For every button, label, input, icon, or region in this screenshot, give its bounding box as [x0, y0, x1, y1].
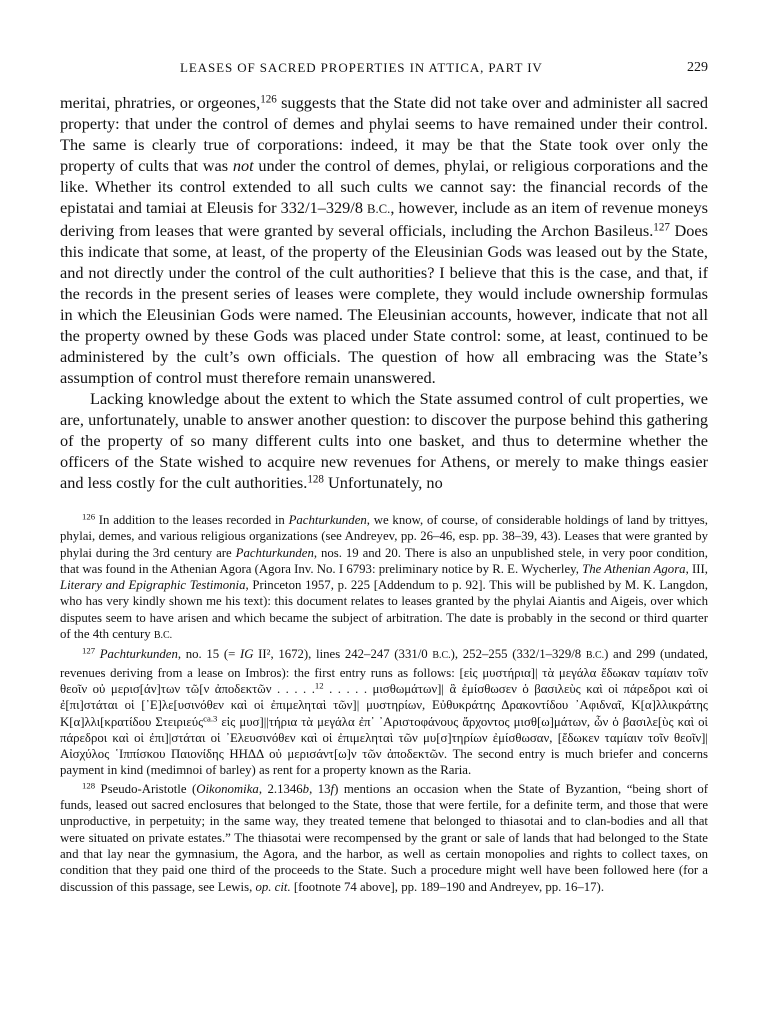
- text-span: , nos. 19 and 20. There is also an unpublished stele, in very poor condition, that was found in the Athenian Agora (Agora Inv. No. I 6793: preliminary notice by R. E. Wycherley,: [60, 545, 709, 576]
- footnote-number: 127: [82, 646, 96, 657]
- footnote-ref-127[interactable]: 127: [653, 221, 670, 234]
- text-span: , III,: [685, 561, 708, 576]
- text-span: , Princeton 1957, p. 225 [Addendum to p. 92]. This will be published by M. K. Langdon, who has very kindly shown me his text): this document relates to leases granted by the phylai Aiantis and Aigeis, over which disputes seem to have arisen and which became the subject of arbitration. The date is probably in the second or third quarter of the 4th century: [60, 578, 708, 642]
- italic-text: op. cit.: [255, 879, 291, 894]
- paragraph-1: [60, 92, 708, 388]
- text-span: , we know, of course, of considerable holdings of land by trittyes, phylai, demes, and various religious organizations (see Andreyev, pp. 26–46, esp. pp. 38–39, 43). Leases that were granted by phylai during the 3rd century are: [60, 513, 708, 560]
- text-span: meritai, phratries, or orgeones,: [60, 93, 261, 112]
- footnote-ref-128[interactable]: 128: [307, 473, 324, 486]
- era-abbrev: B.C.: [367, 202, 391, 216]
- paragraph-2: [60, 388, 708, 493]
- lacuna-count: 12: [314, 680, 324, 691]
- italic-text: b: [302, 781, 310, 796]
- greek-quotation: εἰς μυσ]||τήρια τὰ μεγάλα ἐπ᾿ ᾿Αριστοφάνους ἄρχοντος μισθ[ω]μάτων, ὧν ὁ βασιλε[ὺς καὶ οἱ πάρεδροι καὶ οἱ ἐπι]|στάται οἱ ᾿Ελευσινόθεν καὶ οἱ ἐπιμεληταὶ τῶν μυ[σ]τηρίων ἐμίσθωσαν, [ἔδωκεν ταμίαιν τοῖν θεοῖν]| Αἰσχύλος ῾Ιππίσκου Παιονίδης ΗΗΔΔ οὐ μερισάντ[ω]ν τῶν ἀποδεκτῶν. The second entry is much briefer and concerns payment in kind (medimnoi of barley) as rent for a property known as the Raria.: [60, 714, 709, 778]
- italic-text: f: [330, 781, 335, 796]
- era-abbrev: B.C.: [585, 650, 605, 662]
- era-abbrev: B.C.: [432, 650, 451, 662]
- emphasis: not: [232, 156, 254, 175]
- text-span: II², 1672), lines 242–247 (331/0: [253, 647, 433, 662]
- text-span: suggests that the State did not take over and administer all sacred property: that under the control of demes and phylai seems to have remained under their control. The same is clearly true of corporations: indeed, it may be that the State took over only the property of cults that was: [60, 93, 708, 175]
- footnote-127: [60, 646, 708, 778]
- text-span: , no. 15 (=: [177, 647, 240, 662]
- text-span: Lacking knowledge about the extent to which the State assumed control of cult properties, we are, unfortunately, unable to answer another question: to discover the purpose behind this gathering of the property of so many different cults into one basket, and thus to determine whether the officers of the State wished to acquire new revenues for Athens, or merely to make things easier and less costly for the cult authorities.: [60, 389, 708, 492]
- footnote-126: [60, 512, 708, 644]
- text-span: , however, include as an item of revenue moneys deriving from leases that were granted by several officials, including the Archon Basileus.: [60, 198, 708, 240]
- italic-title: Pachturkunden: [235, 545, 314, 560]
- lacuna-count: ca.3: [203, 713, 218, 724]
- running-title: LEASES OF SACRED PROPERTIES IN ATTICA, PART IV: [180, 60, 543, 75]
- text-span: ) mentions an occasion when the State of Byzantion, “being short of funds, leased out sacred enclosures that belonged to the State, those that were fertile, for a definite term, and those that were unproductive, in perpetuity; in the same way, they treated temene that belonged to thiasotai and to clan-bodies and all that were situated on private estates.” The thiasotai were recompensed by the grant or sale of lands that had belonged to the State and that lay near the gymnasium, the Agora, and the harbor, as well as certain monopolies and rights to collect taxes, on condition that they paid one third of the proceeds to the State. Such a procedure might well have been followed here (for a discussion of this passage, see Lewis,: [60, 781, 709, 894]
- footnote-128: [60, 781, 708, 895]
- italic-title: Pachturkunden: [288, 513, 367, 527]
- text-span: Pseudo-Aristotle (: [95, 781, 197, 796]
- text-span: under the control of demes, phylai, or religious corporations and the like. Whether its control extended to all such cults we cannot say: the financial records of the epistatai and tamiai at Eleusis for 332/1–329/8: [60, 156, 708, 217]
- greek-quotation: ) and 299 (undated, revenues deriving from a lease on Imbros): the first entry runs as follows: [εἰς μυστήρια]| τὰ μεγάλα ἔδωκαν ταμίαιν τοῖν θεοῖν οὐ μερισ[άν]των τῶ[ν ἀποδεκτῶν . . . . .: [60, 647, 708, 696]
- page-number: 229: [687, 60, 708, 75]
- footnote-ref-126[interactable]: 126: [260, 93, 277, 106]
- era-abbrev: B.C.: [153, 630, 173, 642]
- body-text: [60, 92, 708, 493]
- text-span: ), 252–255 (332/1–329/8: [450, 647, 586, 662]
- italic-title: Literary and Epigraphic Testimonia: [60, 578, 246, 593]
- text-span: Does this indicate that some, at least, of the property of the Eleusinian Gods was leased out by the State, and not directly under the control of the cult authorities? I believe that this is the case, and that, if the records in the present series of leases were complete, they would include ownership formulas in which the Eleusinian Gods were named. The Eleusinian accounts, however, indicate that not all the property owned by these Gods was placed under State control: some, at least, continued to be administered by the cult’s own officials. The question of how all embracing was the State’s assumption of control must therefore remain unanswered.: [60, 221, 708, 387]
- footnote-number: 128: [82, 780, 96, 791]
- italic-title: Pachturkunden: [99, 647, 178, 662]
- footnotes: [60, 512, 708, 897]
- italic-title: Oikonomika: [196, 781, 259, 796]
- italic-title: The Athenian Agora: [582, 561, 686, 576]
- footnote-number: 126: [82, 511, 96, 522]
- text-span: , 13: [309, 781, 331, 796]
- text-span: Unfortunately, no: [323, 473, 443, 492]
- greek-quotation: . . . . . μισθωμάτων]| ἃ ἐμίσθωσεν ὁ βασιλεὺς καὶ οἱ πάρεδροι καὶ οἱ ἐ[πι]στάται οἱ [᾿Ε]λε[υσινόθεν καὶ οἱ ἐπιμεληταὶ τῶν]| μυστηρίων, Εὐθυκράτης Δρακοντίδου ᾿Αφιδναῖ, Κ[α]λλικράτης Κ[α]λλι[κρατίδου Στειριεύς: [60, 681, 708, 729]
- text-span: In addition to the leases recorded in: [95, 513, 289, 527]
- running-head: [60, 60, 708, 80]
- text-span: [footnote 74 above], pp. 189–190 and Andreyev, pp. 16–17).: [290, 879, 605, 894]
- text-span: , 2.1346: [258, 781, 303, 796]
- italic-title: IG: [239, 647, 254, 662]
